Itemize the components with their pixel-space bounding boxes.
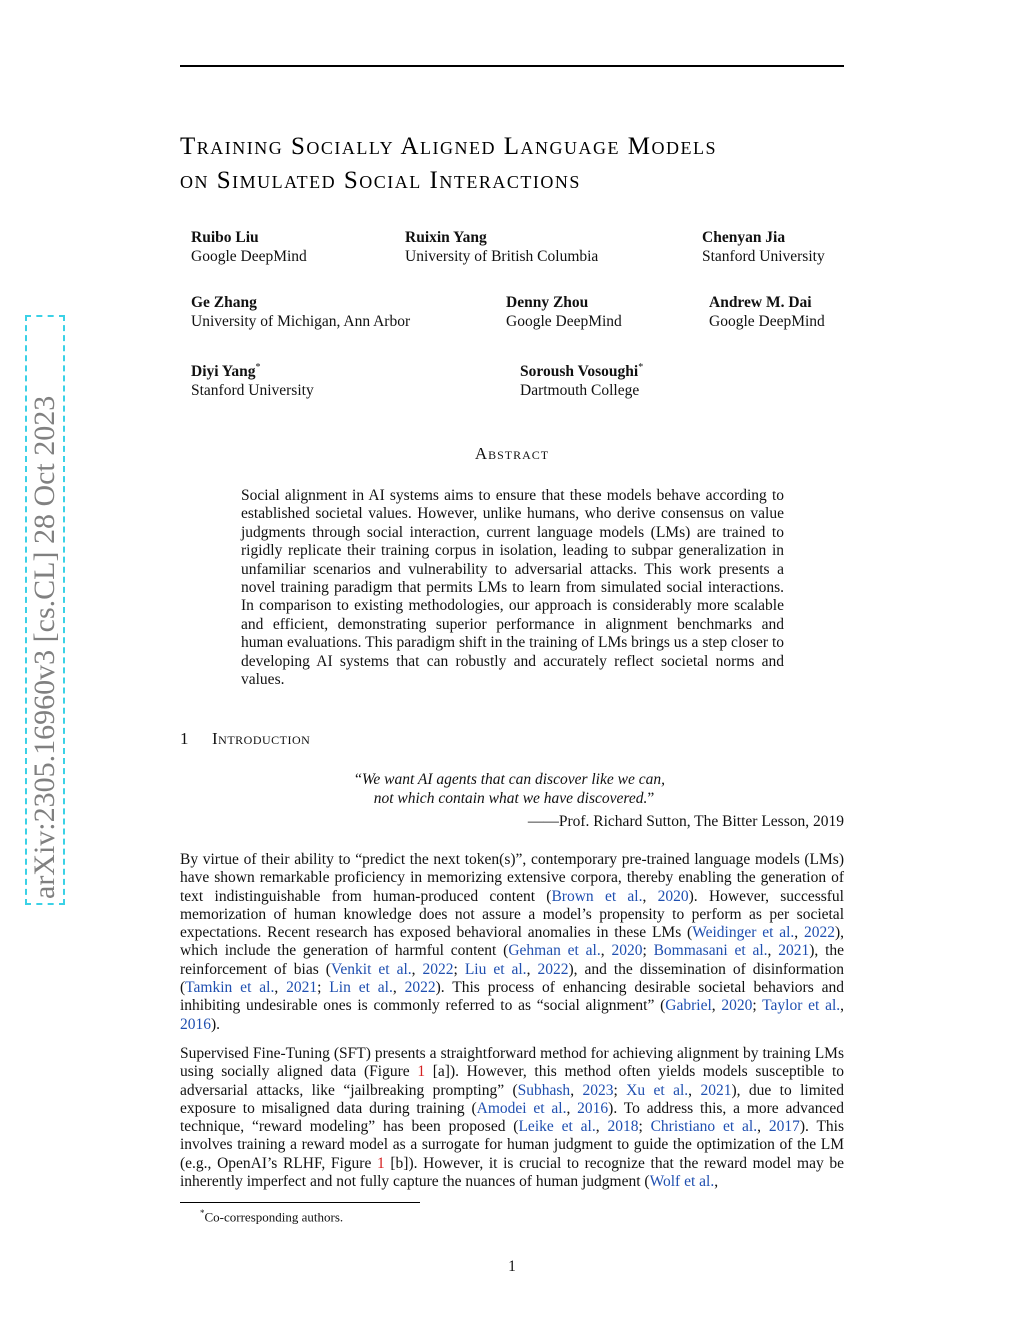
citation-link[interactable]: 2016 — [577, 1099, 609, 1117]
body-text: ; — [752, 997, 763, 1015]
citation-link[interactable]: Bommasani et al. — [653, 942, 768, 960]
body-text: , — [570, 1081, 583, 1099]
author-affiliation: Stanford University — [702, 248, 825, 265]
body-text: , — [711, 997, 722, 1015]
citation-link[interactable]: 2022 — [803, 924, 835, 942]
footnote-mark: * — [200, 1208, 205, 1218]
author-affiliation: University of Michigan, Ann Arbor — [191, 313, 411, 330]
citation-link[interactable]: 2018 — [607, 1118, 639, 1136]
body-text: , — [767, 942, 779, 960]
paper-title — [180, 130, 860, 198]
body-text: , — [392, 979, 405, 997]
author-block — [506, 293, 622, 331]
body-text: By virtue of their ability to “predict the next token(s)”, contemporary pre-trained language models (LMs) have shown remarkable proficiency in memorizing extensive corpora, thereby enabling the generation of text indistinguishable from human-produced content ( — [180, 851, 844, 905]
body-text: , — [411, 960, 423, 978]
author-block — [520, 358, 643, 400]
corresponding-mark: * — [638, 362, 644, 373]
citation-link[interactable]: 2020 — [657, 887, 689, 905]
figure-reference-link[interactable]: 1 — [417, 1063, 426, 1081]
author-affiliation: Google DeepMind — [191, 248, 307, 265]
corresponding-mark: * — [255, 362, 261, 373]
citation-link[interactable]: Christiano et al. — [650, 1118, 758, 1136]
author-name: Ruixin Yang — [405, 229, 487, 246]
citation-link[interactable]: Liu et al. — [464, 960, 527, 978]
citation-link[interactable]: Lin et al. — [329, 979, 393, 997]
citation-link[interactable]: Subhash — [517, 1081, 571, 1099]
citation-link[interactable]: Leike et al. — [518, 1118, 596, 1136]
body-text: , — [526, 960, 538, 978]
author-name: Soroush Vosoughi — [520, 363, 639, 381]
citation-link[interactable]: 2021 — [778, 942, 810, 960]
author-name: Andrew M. Dai — [709, 294, 812, 311]
intro-paragraph-1 — [180, 851, 844, 1034]
abstract-body: Social alignment in AI systems aims to ensure that these models behave according to established societal values. However, unlike humans, who derive consensus on value judgments through social interaction, current language models (LMs) are trained to rigidly replicate their training corpus in isolation, leading to subpar generalization in unfamiliar scenarios and vulnerability to adversarial attacks. This work presents a novel training paradigm that permits LMs to learn from simulated social interactions. In comparison to existing methodologies, our approach is considerably more scalable and efficient, demonstrating superior performance in alignment benchmarks and human evaluations. This paradigm shift in the training of LMs brings us a step closer to developing AI systems that can robustly and accurately reflect societal norms and values. — [241, 487, 784, 689]
author-block — [191, 293, 410, 331]
body-text: ; — [638, 1118, 651, 1136]
epigraph-quote — [0, 770, 1024, 808]
body-text: ), and the dissemination of disinformation ( — [180, 960, 845, 997]
body-text: , — [642, 887, 658, 905]
abstract-heading: Abstract — [474, 444, 550, 463]
citation-link[interactable]: Taylor et al. — [762, 997, 841, 1015]
figure-reference-link[interactable]: 1 — [377, 1154, 385, 1172]
author-affiliation: Dartmouth College — [520, 382, 640, 400]
author-name: Denny Zhou — [506, 294, 589, 311]
author-affiliation: Google DeepMind — [506, 313, 622, 330]
page-number: 1 — [508, 1258, 516, 1275]
quote-open-mark: “ — [355, 771, 362, 788]
citation-link[interactable]: 2023 — [582, 1081, 614, 1099]
citation-link[interactable]: 2020 — [721, 997, 753, 1015]
citation-link[interactable]: Tamkin et al. — [185, 979, 275, 997]
citation-link[interactable]: Xu et al. — [626, 1081, 689, 1099]
author-name: Diyi Yang — [191, 363, 256, 381]
author-affiliation: Google DeepMind — [709, 313, 825, 330]
citation-link[interactable]: 2022 — [422, 960, 454, 978]
citation-link[interactable]: Venkit et al. — [330, 960, 412, 978]
epigraph-attribution: ——Prof. Richard Sutton, The Bitter Lesson, 2019 — [527, 813, 844, 830]
section-heading — [180, 729, 310, 749]
citation-link[interactable]: Wolf et al. — [649, 1173, 715, 1191]
body-text: , — [566, 1099, 578, 1117]
citation-link[interactable]: 2017 — [768, 1118, 800, 1136]
author-block — [191, 358, 314, 400]
citation-link[interactable]: 2020 — [611, 942, 643, 960]
arxiv-identifier[interactable]: arXiv:2305.16960v3 [cs.CL] 28 Oct 2023 — [25, 315, 65, 905]
citation-link[interactable]: 2022 — [537, 960, 569, 978]
title-line-1: Training Socially Aligned Language Models — [180, 133, 717, 160]
citation-link[interactable]: Weidinger et al. — [692, 924, 795, 942]
body-text: ). To address this, a more advanced technique, “reward modeling” has been proposed ( — [180, 1099, 845, 1136]
body-text: ), due to limited exposure to misaligned data during training ( — [180, 1081, 845, 1117]
body-text: , — [757, 1118, 769, 1136]
body-text: ; — [613, 1081, 627, 1099]
body-text: , — [600, 942, 612, 960]
author-name: Ge Zhang — [191, 294, 257, 311]
citation-link[interactable]: 2021 — [700, 1081, 732, 1099]
body-text: Supervised Fine-Tuning (SFT) presents a straightforward method for achieving alignment by training LMs using socially aligned data (Figure — [180, 1045, 844, 1081]
body-text: [b]). However, it is crucial to recognize that the reward model may be inherently imperfect and not fully capture the nuances of human judgment ( — [180, 1154, 845, 1191]
citation-link[interactable]: Brown et al. — [551, 887, 643, 905]
citation-link[interactable]: 2016 — [180, 1015, 211, 1033]
section-title: Introduction — [212, 729, 311, 748]
body-text: , — [274, 979, 287, 997]
body-text: [a]). However, this method often yields models susceptible to adversarial attacks, like “jailbreaking prompting” ( — [180, 1063, 845, 1099]
citation-link[interactable]: 2022 — [404, 979, 436, 997]
body-text: , — [714, 1173, 719, 1191]
body-text: , — [595, 1118, 608, 1136]
body-text: , — [840, 997, 845, 1015]
body-text: ). This involves training a reward model as a surrogate for human judgment to guide the optimization of the LM (e.g., OpenAI’s RLHF, Figure — [180, 1118, 845, 1172]
author-name: Ruibo Liu — [191, 229, 259, 246]
citation-link[interactable]: Amodei et al. — [476, 1099, 567, 1117]
title-line-2: on Simulated Social Interactions — [180, 167, 581, 194]
author-affiliation: Stanford University — [191, 382, 314, 400]
author-affiliation: University of British Columbia — [405, 248, 599, 265]
top-rule — [180, 65, 844, 67]
author-block — [405, 228, 598, 266]
section-number: 1 — [180, 729, 189, 748]
author-block — [191, 228, 307, 266]
footnote-text: Co-corresponding authors. — [204, 1209, 344, 1225]
citation-link[interactable]: 2021 — [286, 979, 318, 997]
body-text: ), the reinforcement of bias ( — [180, 942, 845, 978]
author-block — [702, 228, 825, 266]
author-name: Chenyan Jia — [702, 229, 786, 246]
citation-link[interactable]: Gabriel — [665, 997, 712, 1015]
body-text: ). This process of enhancing desirable societal behaviors and inhibiting undesirable ones is commonly referred to as “social alignment” ( — [180, 979, 845, 1015]
body-text: ), which include the generation of harmful content ( — [180, 924, 845, 960]
footnote — [200, 1208, 343, 1225]
author-block — [709, 293, 825, 331]
body-text: ; — [453, 960, 465, 978]
body-text: ; — [642, 942, 654, 960]
intro-paragraph-2 — [180, 1045, 844, 1191]
body-text: ). — [211, 1015, 221, 1033]
body-text: , — [688, 1081, 701, 1099]
body-text: , — [794, 924, 804, 942]
citation-link[interactable]: Gehman et al. — [508, 942, 601, 960]
body-text: ; — [317, 979, 330, 997]
quote-line-1: We want AI agents that can discover like we can, — [361, 771, 665, 788]
quote-close-mark: ” — [647, 790, 655, 807]
quote-line-2: not which contain what we have discovered. — [373, 790, 648, 807]
footnote-rule — [180, 1202, 420, 1203]
body-text: ). However, successful memorization of human knowledge does not assure a model’s propensity to perform as per societal expectations. Recent research has exposed behavioral anomalies in these LMs ( — [180, 887, 844, 942]
